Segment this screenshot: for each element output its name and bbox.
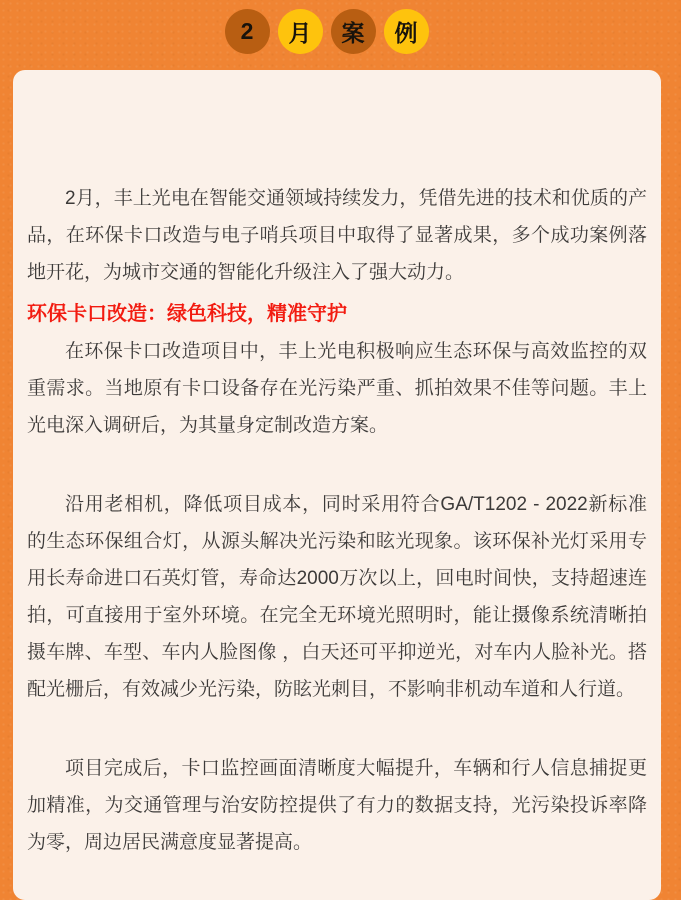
paragraph-overview: 在环保卡口改造项目中，丰上光电积极响应生态环保与高效监控的双重需求。当地原有卡口设备存在光污染严重、抓拍效果不佳等问题。丰上光电深入调研后，为其量身定制改造方案。	[27, 341, 647, 436]
intro-paragraph: 2月，丰上光电在智能交通领域持续发力，凭借先进的技术和优质的产品，在环保卡口改造与电子哨兵项目中取得了显著成果，多个成功案例落地开花，为城市交通的智能化升级注入了强大动力。	[27, 188, 647, 283]
badge-month-number	[225, 9, 270, 54]
badge-example-char	[384, 9, 429, 54]
section-heading: 环保卡口改造：绿色科技，精准守护	[27, 303, 347, 325]
month-case-badge-row	[0, 9, 667, 54]
paragraph-solution: 沿用老相机，降低项目成本，同时采用符合GA/T1202 - 2022新标准的生态环保组合灯，从源头解决光污染和眩光现象。该环保补光灯采用专用长寿命进口石英灯管，寿命达2000万次以上，回电时间快，支持超速连拍，可直接用于室外环境。在完全无环境光照明时，能让摄像系统清晰拍摄车牌、车型、车内人脸图像 ，白天还可平抑逆光，对车内人脸补光。搭配光栅后，有效减少光污染，防眩光刺目，不影响非机动车道和人行道。	[27, 494, 647, 700]
badge-month-char-label: 月	[288, 20, 312, 46]
badge-month-number-label: 2	[240, 18, 254, 44]
paragraph-result: 项目完成后，卡口监控画面清晰度大幅提升，车辆和行人信息捕捉更加精准，为交通管理与治安防控提供了有力的数据支持，光污染投诉率降为零，周边居民满意度显著提高。	[27, 758, 647, 853]
badge-case-char-label: 案	[341, 20, 365, 46]
badge-example-char-label: 例	[394, 20, 418, 46]
badge-case-char	[331, 9, 376, 54]
badge-month-char	[278, 9, 323, 54]
paragraph-spacer	[27, 444, 647, 486]
article-card	[13, 70, 661, 900]
paragraph-spacer	[27, 708, 647, 750]
